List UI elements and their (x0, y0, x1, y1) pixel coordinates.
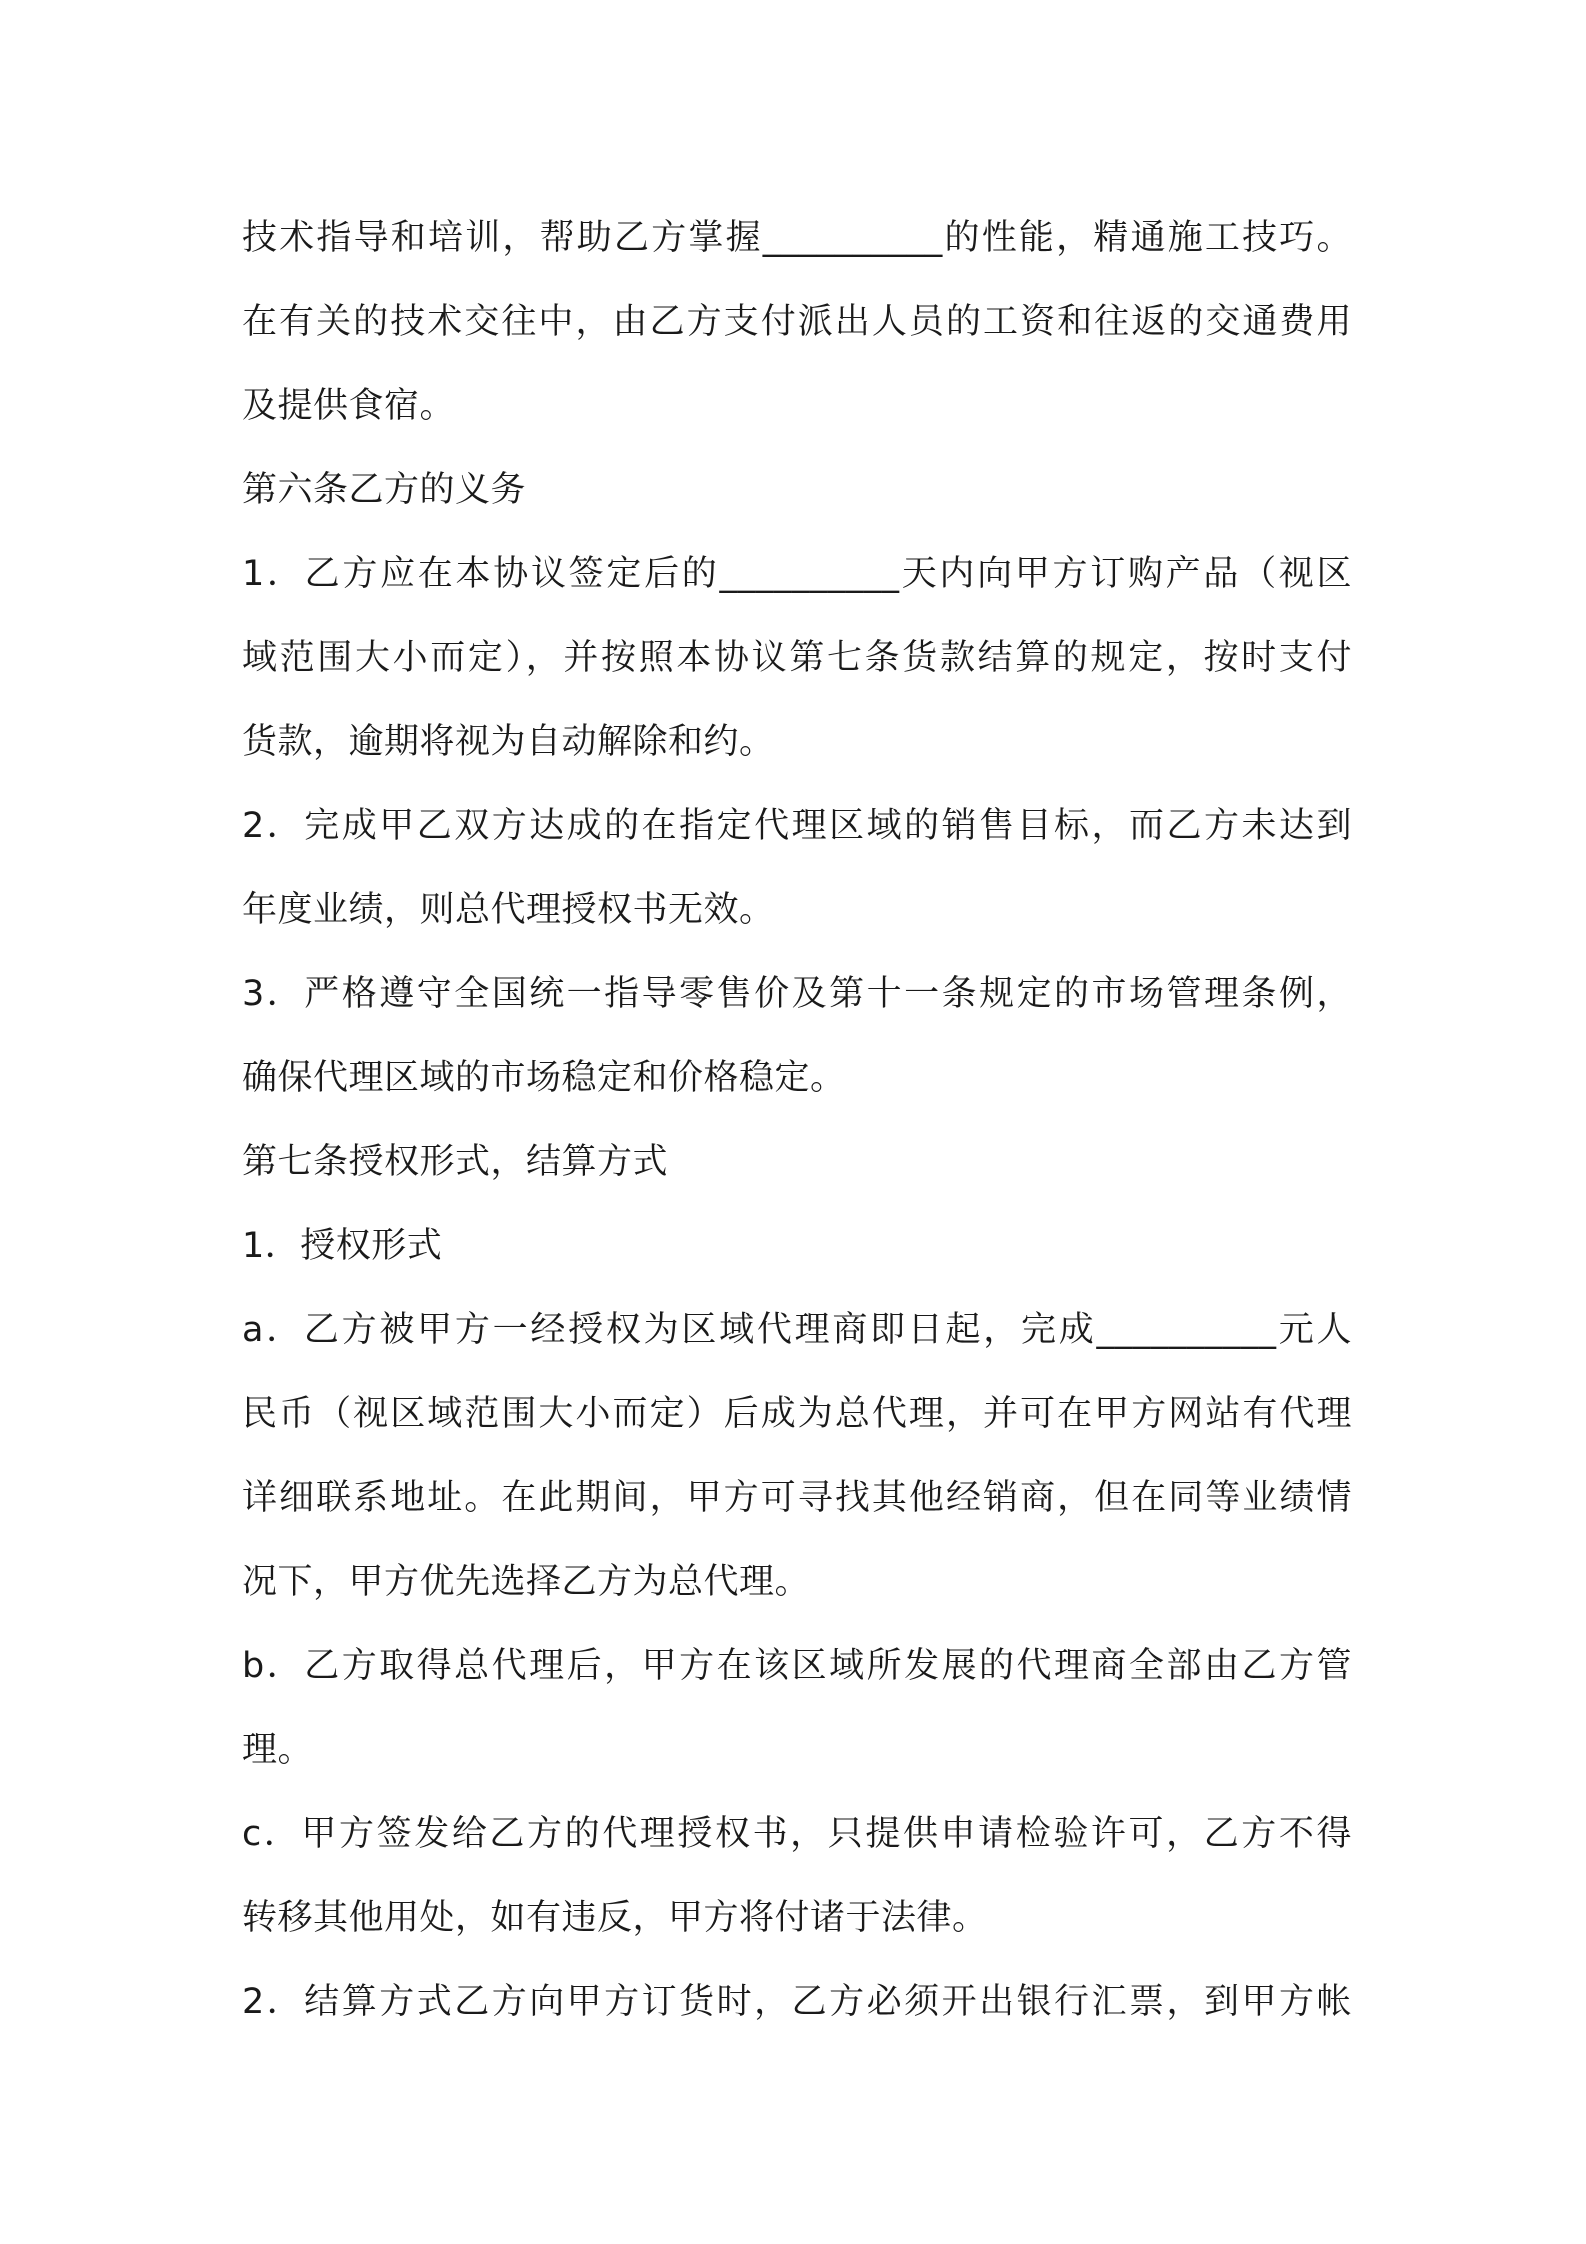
text-line: 况下，甲方优先选择乙方为总代理。 (242, 1562, 811, 1602)
text-line: 域范围大小而定），并按照本协议第七条货款结算的规定，按时支付 (242, 638, 1352, 678)
text-line: 详细联系地址。在此期间，甲方可寻找其他经销商，但在同等业绩情 (242, 1478, 1352, 1518)
text-line: 2．完成甲乙双方达成的在指定代理区域的销售目标，而乙方未达到 (242, 806, 1352, 846)
text-line: 年度业绩，则总代理授权书无效。 (242, 890, 775, 930)
section-heading: 第七条授权形式，结算方式 (242, 1142, 669, 1182)
text-line: c．甲方签发给乙方的代理授权书，只提供申请检验许可，乙方不得 (242, 1814, 1352, 1854)
text-line: 确保代理区域的市场稳定和价格稳定。 (242, 1058, 846, 1098)
text-line: 货款，逾期将视为自动解除和约。 (242, 722, 775, 762)
text-line: 技术指导和培训，帮助乙方掌握__________的性能，精通施工技巧。 (242, 218, 1352, 258)
text-line: a．乙方被甲方一经授权为区域代理商即日起，完成__________元人 (242, 1310, 1352, 1350)
text-line: 1．乙方应在本协议签定后的__________天内向甲方订购产品（视区 (242, 554, 1352, 594)
text-line: b．乙方取得总代理后，甲方在该区域所发展的代理商全部由乙方管 (242, 1646, 1352, 1686)
text-line: 转移其他用处，如有违反，甲方将付诸于法律。 (242, 1898, 988, 1938)
subsection-heading: 1．授权形式 (242, 1226, 443, 1266)
text-line: 在有关的技术交往中，由乙方支付派出人员的工资和往返的交通费用 (242, 302, 1352, 342)
text-line: 及提供食宿。 (242, 386, 456, 426)
text-line: 2．结算方式乙方向甲方订货时，乙方必须开出银行汇票，到甲方帐 (242, 1982, 1352, 2022)
text-line: 3．严格遵守全国统一指导零售价及第十一条规定的市场管理条例， (242, 974, 1352, 1014)
section-heading: 第六条乙方的义务 (242, 470, 527, 510)
document-body (242, 196, 1352, 2044)
text-line: 理。 (242, 1730, 314, 1770)
text-line: 民币（视区域范围大小而定）后成为总代理，并可在甲方网站有代理 (242, 1394, 1352, 1434)
